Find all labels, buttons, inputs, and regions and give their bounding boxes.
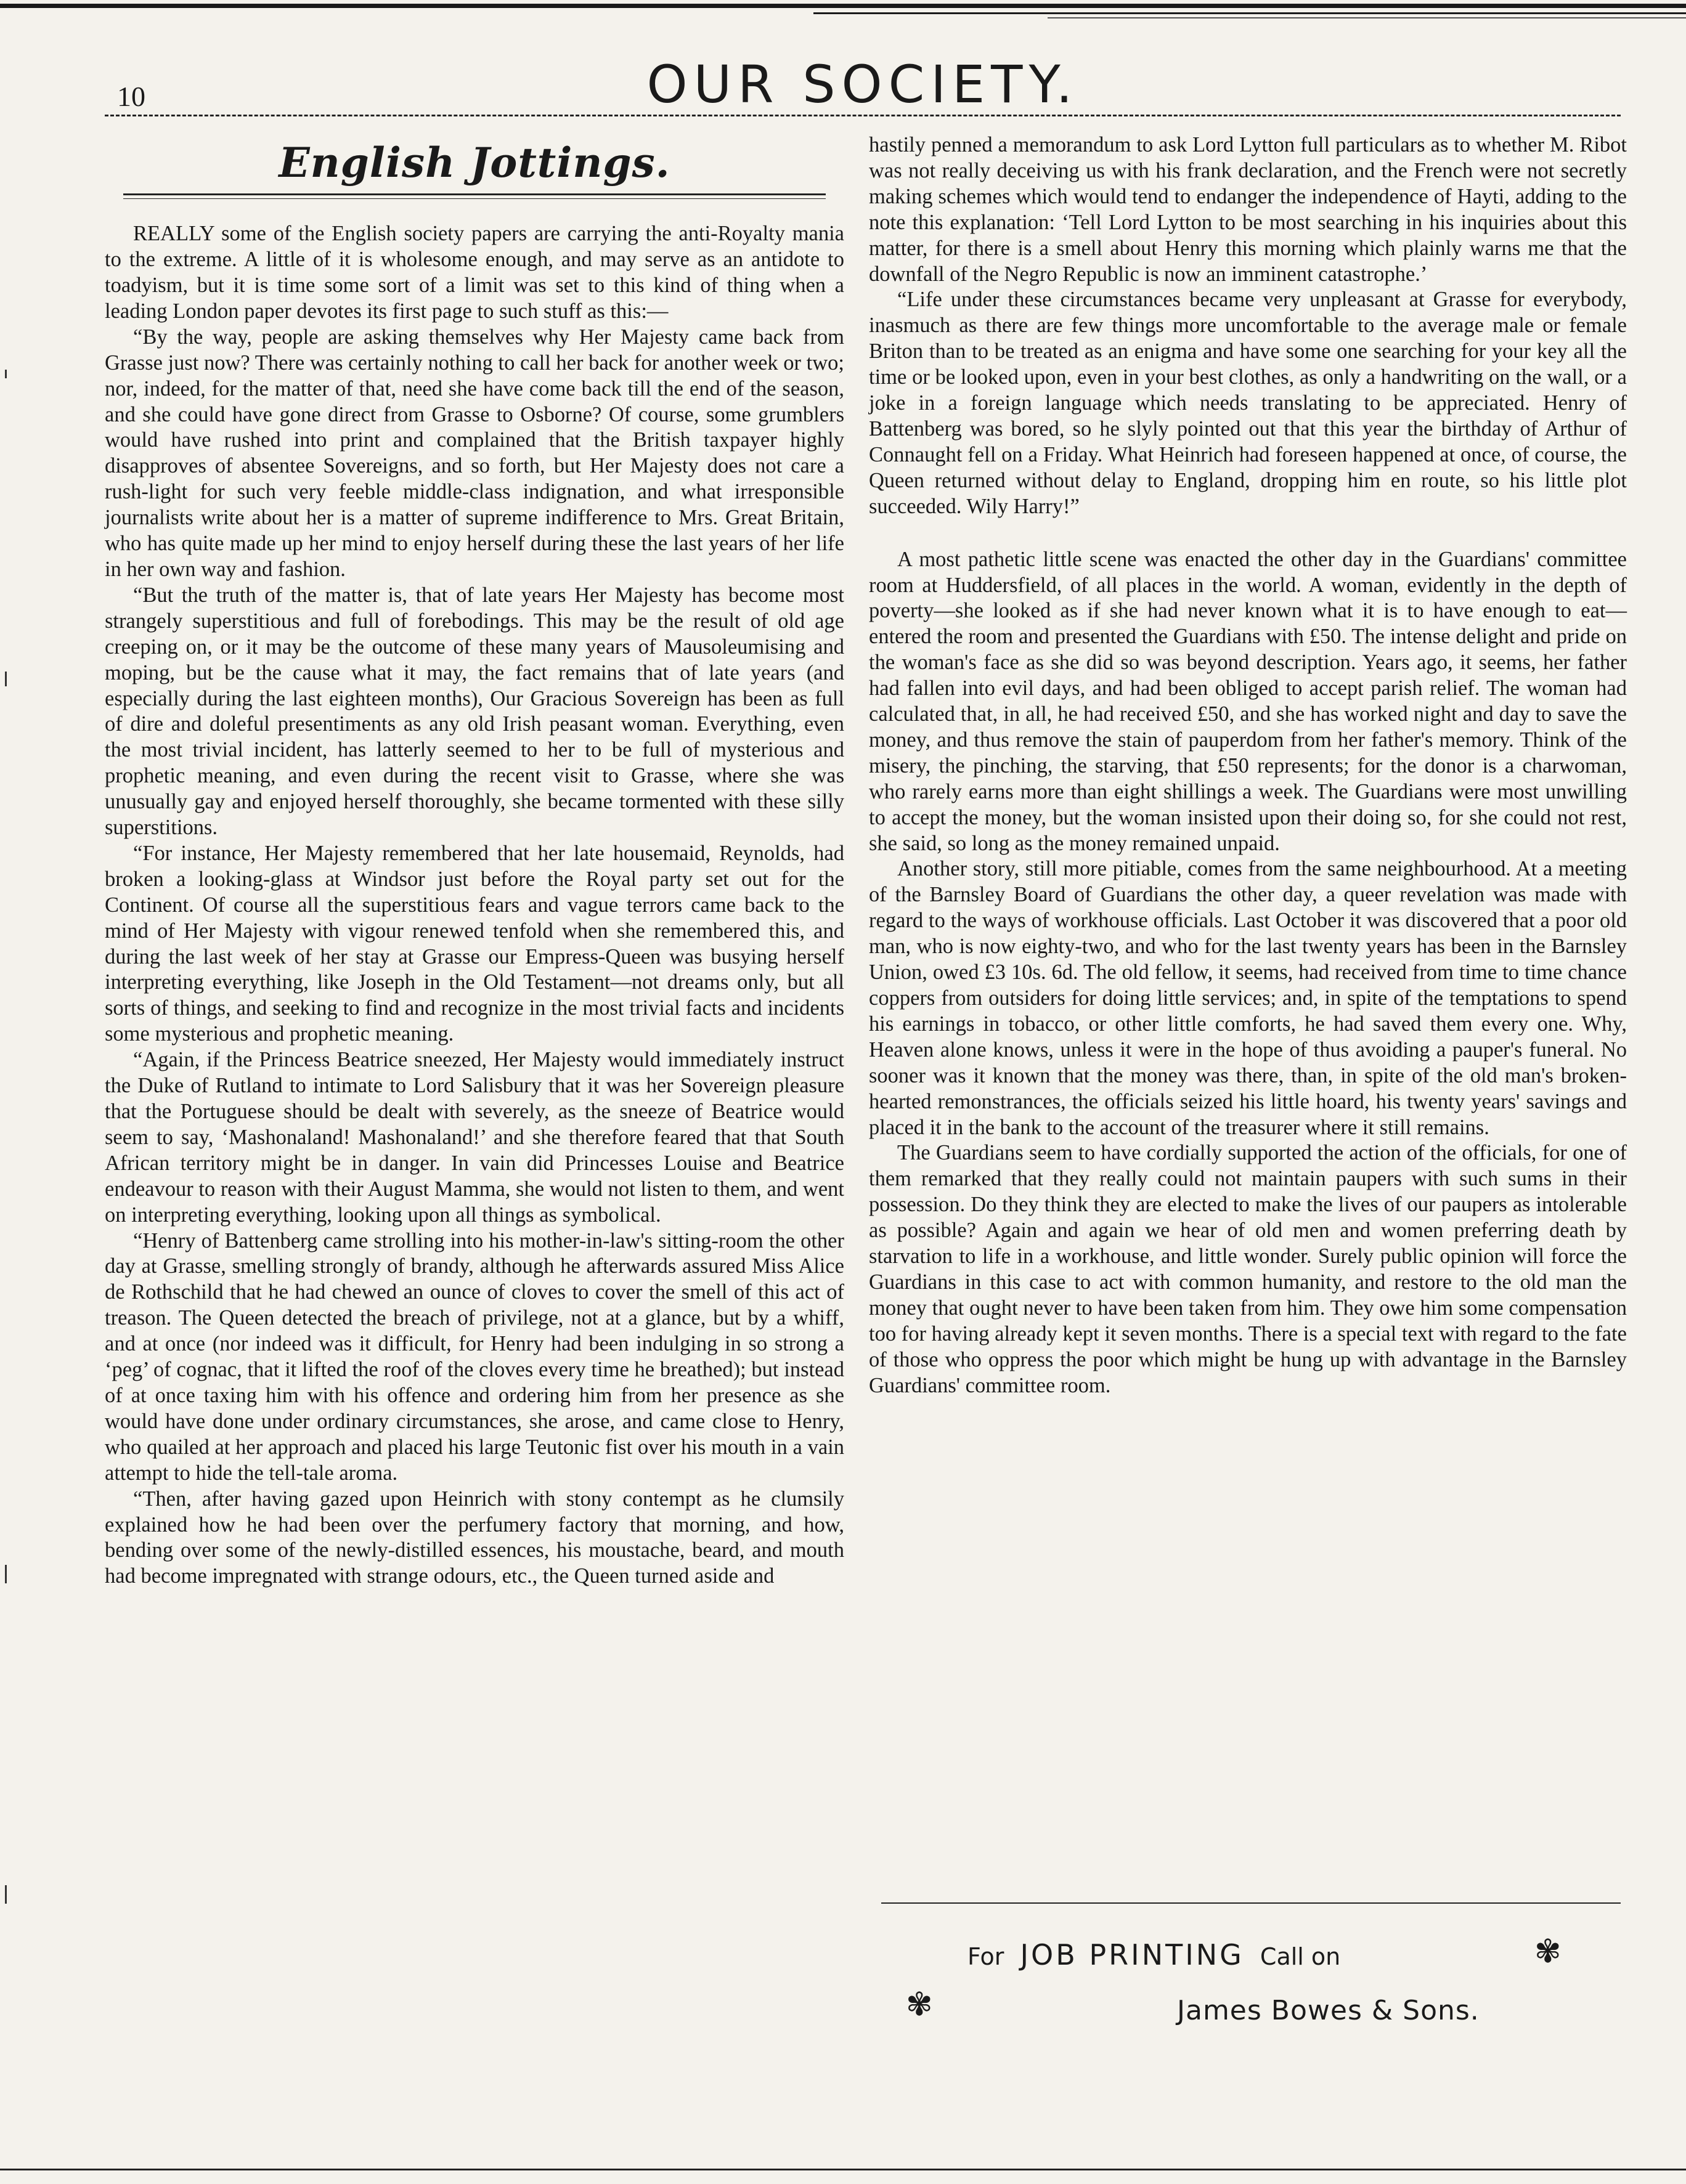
article-paragraph: “But the truth of the matter is, that of late years Her Majesty has become most strangely superstitious and full of forebodings. This may be the result of old age creeping on, or it may be the outcome of these many years of Mausoleumising and moping, but be the cause what it may, the fact remains that of late years (and especially during the last eighteen months), Our Gracious Sovereign has been as full of dire and doleful presentiments as any old Irish peasant woman. Everything, even the most trivial incident, has latterly seemed to her to be full of mysterious and prophetic meaning, and even during the recent visit to Grasse, where she was unusually gay and enjoyed herself thoroughly, she became tormented with these silly superstitions. xyxy=(105,583,844,840)
top-border-rule-hairline xyxy=(1048,17,1686,18)
flower-ornament-icon: ✾ xyxy=(906,1987,933,2023)
article-paragraph: “By the way, people are asking themselves why Her Majesty came back from Grasse just now? There was certainly nothing to call her back for another week or two; nor, indeed, for the matter of that, need she have come back till the end of the season, and she could have gone direct from Grasse to Osborne? Of course, some grumblers would have rushed into print and complained that the British taxpayer highly disapproves of absentee Sovereigns, and so forth, but Her Majesty does not care a rush-light for such very feeble middle-class indignation, and what irresponsible journalists write about her is a matter of supreme indifference to Mrs. Great Britain, who has quite made up her mind to enjoy herself during these the last years of her life in her own way and fashion. xyxy=(105,325,844,581)
top-border-rule xyxy=(0,4,1686,8)
article-paragraph: REALLY some of the English society papers are carrying the anti-Royalty mania to the extreme. A little of it is wholesome enough, and may serve as an antidote to toadyism, but it is time some sort of a limit was set to this kind of thing when a leading London paper devotes its first page to such stuff as this:— xyxy=(105,222,844,323)
edge-mark xyxy=(5,672,7,686)
right-column xyxy=(869,132,1627,1399)
bottom-border-rule xyxy=(0,2169,1686,2170)
advert-rule xyxy=(881,1902,1621,1904)
article-paragraph: “Henry of Battenberg came strolling into his mother-in-law's sitting-room the other day at Grasse, smelling strongly of brandy, although he afterwards assured Miss Alice de Rothschild that he had chewed an ounce of cloves to cover the smell of this act of treason. The Queen detected the breach of privilege, not at a glance, but by a whiff, and at once (nor indeed was it difficult, for Henry had been indulging in so strong a ‘peg’ of cognac, that it lifted the roof of the cloves every time he breathed); but instead of at once taxing him with his offence and ordering him from her presence as she would have done under ordinary circumstances, she arose, and came close to Henry, who quailed at her approach and placed his large Teutonic fist over his mouth in a vain attempt to hide the tell-tale aroma. xyxy=(105,1228,844,1485)
article-paragraph: “Again, if the Princess Beatrice sneezed, Her Majesty would immediately instruct the Duke of Rutland to intimate to Lord Salisbury that it was her Sovereign pleasure that the Portuguese should be dealt with severely, as the sneeze of Beatrice would seem to say, ‘Mashonaland! Mashonaland!’ and she therefore feared that that South African territory might be in danger. In vain did Princesses Louise and Beatrice endeavour to reason with their August Mamma, she would not listen to them, and went on interpreting everything, looking upon all things as symbolical. xyxy=(105,1048,844,1227)
edge-mark xyxy=(5,370,7,378)
flower-ornament-icon: ✾ xyxy=(1534,1934,1562,1970)
top-border-rule-thin xyxy=(813,12,1686,14)
advert-job-printing: JOB PRINTING xyxy=(1020,1938,1244,1971)
article-paragraph: “Then, after having gazed upon Heinrich with stony contempt as he clumsily explained how he had been over the perfumery factory that morning, and how, bending over some of the newly-distilled essences, his moustache, beard, and mouth had become impregnated with strange odours, etc., the Queen turned aside and xyxy=(105,1487,844,1588)
article-paragraph: Another story, still more pitiable, comes from the same neighbourhood. At a meeting of the Barnsley Board of Guardians the other day, a queer revelation was made with regard to the ways of workhouse officials. Last October it was discovered that a poor old man, who is now eighty-two, and who for the last twenty years has been in the Barnsley Union, owed £3 10s. 6d. The old fellow, it seems, had received from time to time chance coppers from outsiders for doing little services; and, in spite of the temptations to spend his earnings in tobacco, or other little comforts, he had saved them every one. Why, Heaven alone knows, unless it were in the hope of thus avoiding a pauper's funeral. No sooner was it known that the money was there, than, in spite of the old man's broken-hearted remonstrances, the officials seized his little hoard, his twenty years' savings and placed it in the bank to the account of the treasurer where it still remains. xyxy=(869,857,1627,1139)
advert-for-label: For xyxy=(967,1943,1004,1970)
advert-company: James Bowes & Sons. xyxy=(1177,1995,1480,2026)
page-number: 10 xyxy=(117,81,145,112)
article-paragraph: “For instance, Her Majesty remembered that her late housemaid, Reynolds, had broken a looking-glass at Windsor just before the Royal party set out for the Continent. Of course all the superstitious fears and vague terrors came back to the mind of Her Majesty with vigour renewed tenfold when she remembered this, and during the last week of her stay at Grasse our Empress-Queen was busying herself interpreting everything, like Joseph in the Old Testament—not dreams only, but all sorts of things, and seeking to find and recognize in the most trivial facts and incidents some mysterious and prophetic meaning. xyxy=(105,841,844,1046)
header-rule xyxy=(105,115,1621,116)
left-column xyxy=(105,136,844,1589)
article-paragraph: hastily penned a memorandum to ask Lord Lytton full particulars as to whether M. Ribot was not really deceiving us with his frank declaration, and the French were not secretly making schemes which would tend to endanger the independence of Hayti, adding to the note this explanation: ‘Tell Lord Lytton to be most searching in his inquiries about this matter, for there is a smell about Henry this morning which plainly warns me that the downfall of the Negro Republic is now an imminent catastrophe.’ xyxy=(869,133,1627,286)
page-header xyxy=(105,54,1621,122)
masthead-title: OUR SOCIETY. xyxy=(646,54,1079,115)
article-title: English Jottings. xyxy=(279,139,670,187)
printing-advert xyxy=(881,1902,1621,2050)
article-paragraph: A most pathetic little scene was enacted the other day in the Guardians' committee room at Huddersfield, of all places in the world. A woman, evidently in the depth of poverty—she looked as if she had never known what it is to have enough to eat—entered the room and presented the Guardians with £50. The intense delight and pride on the woman's face as she did so was beyond description. Years ago, it seems, her father had fallen into evil days, and had been obliged to accept parish relief. The woman had calculated that, in all, he had received £50, and she has worked night and day to save the money, and thus remove the stain of pauperdom from her father's memory. Think of the misery, the pinching, the starving, that £50 represents; for the donor is a charwoman, who rarely earns more than eight shillings a week. The Guardians were most unwilling to accept the money, but the woman insisted upon their doing so, for she could not rest, she said, so long as the money remained unpaid. xyxy=(869,547,1627,855)
article-paragraph: The Guardians seem to have cordially supported the action of the officials, for one of them remarked that they really could not maintain paupers with such sums in their possession. Do they think they are elected to make the lives of our paupers as intolerable as possible? Again and again we hear of old men and women preferring death by starvation to life in a workhouse, and little wonder. Surely public opinion will force the Guardians in this case to act with common humanity, and restore to the old man the money that ought never to have been taken from him. They owe him some compensation too for having already kept it seven months. There is a special text with regard to the fate of those who oppress the poor which might be hung up with advantage in the Barnsley Guardians' committee room. xyxy=(869,1141,1627,1397)
advert-headline xyxy=(967,1938,1340,1971)
edge-mark xyxy=(5,1565,7,1583)
edge-mark xyxy=(5,1885,7,1904)
article-paragraph: “Life under these circumstances became very unpleasant at Grasse for everybody, inasmuch as there are few things more uncomfortable to the average male or female Briton than to be treated as an enigma and have some one searching for your key all the time or be looked upon, even in your best clothes, as only a handwriting on the wall, or a joke in a foreign language which needs translating to be appreciated. Henry of Battenberg was bored, so he slyly pointed out that this year the birthday of Arthur of Connaught fell on a Friday. What Heinrich had foreseen happened at once, of course, the Queen returned without delay to England, dropping him en route, so his little plot succeeded. Wily Harry!” xyxy=(869,288,1627,518)
title-rule xyxy=(123,193,826,199)
advert-call-on: Call on xyxy=(1260,1943,1341,1970)
